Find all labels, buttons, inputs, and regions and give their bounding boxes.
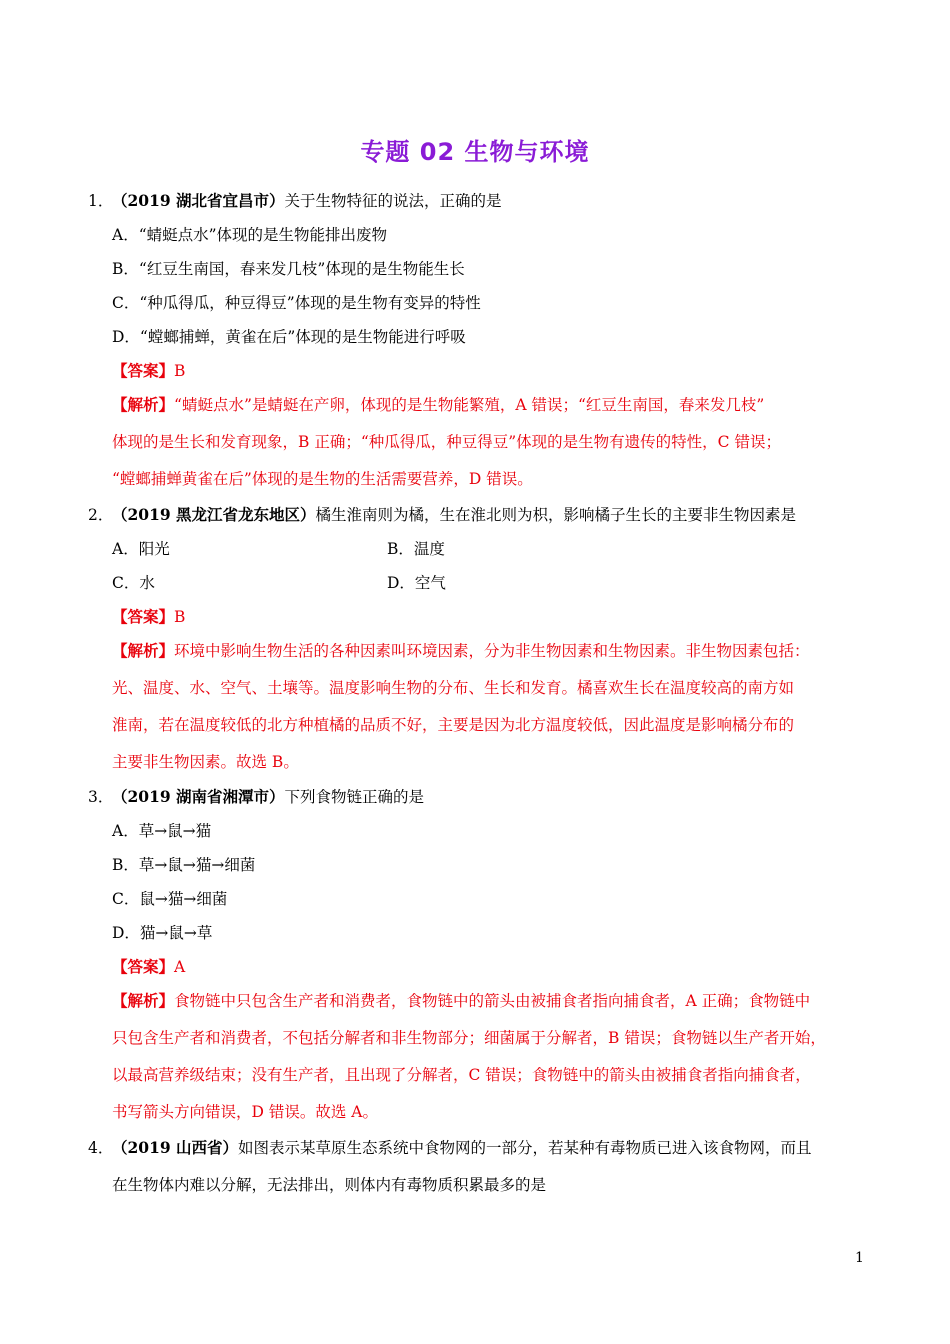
option-c: C．水 [112,574,155,592]
question-stem: 如图表示某草原生态系统中食物网的一部分，若某种有毒物质已进入该食物网，而且 [238,1139,812,1157]
analysis-label: 【解析】 [112,641,175,660]
analysis-line [112,641,810,661]
question-source: （2019 湖南省湘潭市） [112,787,285,806]
answer-line [112,607,185,627]
answer-label: 【答案】 [112,361,175,380]
analysis-line [112,395,764,415]
question-stem: 关于生物特征的说法，正确的是 [284,192,502,210]
question-stem-continued: 在生物体内难以分解，无法排出，则体内有毒物质积累最多的是 [112,1176,547,1194]
analysis-label: 【解析】 [112,395,175,414]
option-d: D．猫→鼠→草 [112,924,213,942]
analysis-line: 淮南，若在温度较低的北方种植橘的品质不好，主要是因为北方温度较低，因此温度是影响橘分布的 [112,716,795,734]
analysis-line: 以最高营养级结束；没有生产者，且出现了分解者，C 错误；食物链中的箭头由被捕食者指向捕食者， [112,1066,811,1084]
question-number: 2． [88,506,114,524]
option-b: B．温度 [387,540,445,558]
question-stem: 下列食物链正确的是 [284,788,425,806]
page-title: 专题 02 生物与环境 [360,138,590,166]
analysis-line [112,991,810,1011]
question-number: 3． [88,788,114,806]
analysis-line: “螳螂捕蝉黄雀在后”体现的是生物的生活需要营养，D 错误。 [112,470,533,488]
analysis-line: 体现的是生长和发育现象，B 正确；“种瓜得瓜，种豆得豆”体现的是生物有遗传的特性，C 错误； [112,433,781,451]
analysis-line: 书写箭头方向错误，D 错误。故选 A。 [112,1103,378,1121]
option-a: A．草→鼠→猫 [112,822,212,840]
analysis-text: 食物链中只包含生产者和消费者，食物链中的箭头由被捕食者指向捕食者，A 正确；食物链中 [174,992,811,1010]
question-source: （2019 湖北省宜昌市） [112,191,285,210]
option-a: A．阳光 [112,540,170,558]
question-number: 1． [88,192,114,210]
option-b: B．草→鼠→猫→细菌 [112,856,256,874]
analysis-label: 【解析】 [112,991,175,1010]
answer-line [112,361,185,381]
answer-line [112,957,185,977]
question-source: （2019 山西省） [112,1138,239,1157]
answer-label: 【答案】 [112,607,175,626]
question-source: （2019 黑龙江省龙东地区） [112,505,316,524]
analysis-line: 主要非生物因素。故选 B。 [112,753,299,771]
analysis-line: 光、温度、水、空气、土壤等。温度影响生物的分布、生长和发育。橘喜欢生长在温度较高的南方如 [112,679,795,697]
analysis-line: 只包含生产者和消费者，不包括分解者和非生物部分；细菌属于分解者，B 错误；食物链以生产者开始， [112,1029,826,1047]
option-c: C．鼠→猫→细菌 [112,890,228,908]
option-c: C．“种瓜得瓜，种豆得豆”体现的是生物有变异的特性 [112,294,481,312]
question-text [112,505,796,525]
answer-value: B [174,608,186,626]
option-d: D．空气 [387,574,446,592]
option-b: B．“红豆生南国，春来发几枝”体现的是生物能生长 [112,260,465,278]
analysis-text: 环境中影响生物生活的各种因素叫环境因素，分为非生物因素和生物因素。非生物因素包括： [174,642,810,660]
answer-value: B [174,362,186,380]
question-text [112,1138,812,1158]
analysis-text: “蜻蜓点水”是蜻蜓在产卵，体现的是生物能繁殖，A 错误；“红豆生南国，春来发几枝” [174,396,765,414]
question-text [112,191,502,211]
question-number: 4． [88,1139,114,1157]
question-text [112,787,424,807]
question-stem: 橘生淮南则为橘，生在淮北则为枳，影响橘子生长的主要非生物因素是 [315,506,797,524]
answer-value: A [174,958,186,976]
answer-label: 【答案】 [112,957,175,976]
option-a: A．“蜻蜓点水”体现的是生物能排出废物 [112,226,388,244]
option-d: D．“螳螂捕蝉，黄雀在后”体现的是生物能进行呼吸 [112,328,466,346]
page-number: 1 [855,1250,864,1266]
